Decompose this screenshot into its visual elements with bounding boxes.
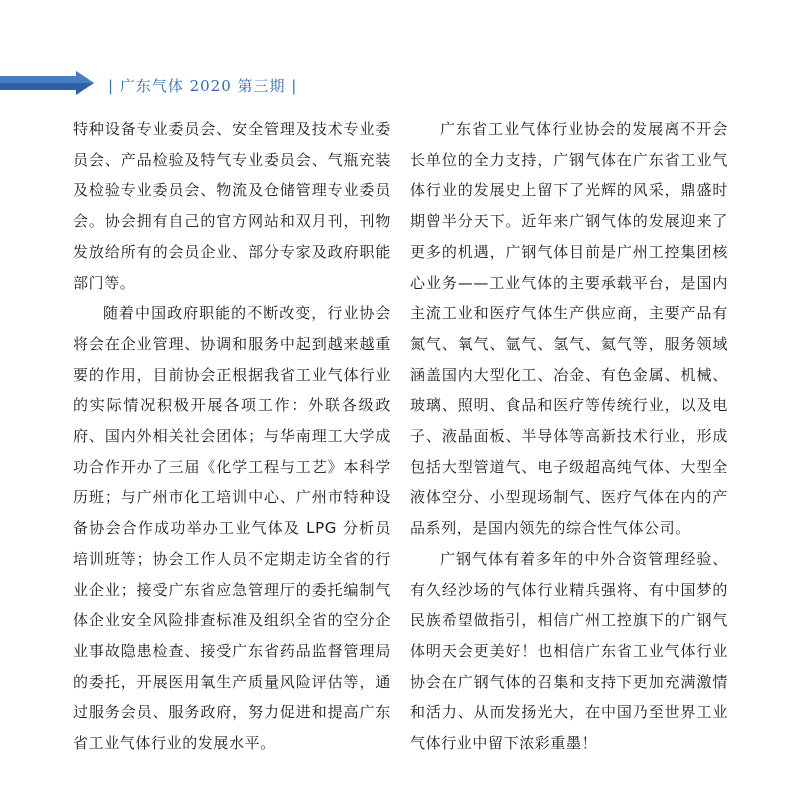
paragraph: 广东省工业气体行业协会的发展离不开会长单位的全力支持，广钢气体在广东省工业气体行业的发展史上留下了光辉的风采，鼎盛时期曾半分天下。近年来广钢气体的发展迎来了更多的机遇，广钢气体目前是广州工控集团核心业务——工业气体的主要承载平台，是国内主流工业和医疗气体生产供应商，主要产品有氮气、氧气、氩气、氢气、氦气等，服务领域涵盖国内大型化工、冶金、有色金属、机械、玻璃、照明、食品和医疗等传统行业，以及电子、液晶面板、半导体等高新技术行业，形成包括大型管道气、电子级超高纯气体、大型全液体空分、小型现场制气、医疗气体在内的产品系列，是国内领先的综合性气体公司。	[410, 120, 728, 538]
paragraph: 广钢气体有着多年的中外合资管理经验、有久经沙场的气体行业精兵强将、有中国梦的民族希望做指引，相信广州工控旗下的广钢气体明天会更美好！也相信广东省工业气体行业协会在广钢气体的召集和支持下更加充满激情和活力、从而发扬光大，在中国乃至世界工业气体行业中留下浓彩重墨！	[410, 549, 728, 753]
paragraph: 特种设备专业委员会、安全管理及技术专业委员会、产品检验及特气专业委员会、气瓶充装及检验专业委员会、物流及仓储管理专业委员会。协会拥有自己的官方网站和双月刊，刊物发放给所有的会员企业、部分专家及政府职能部门等。	[73, 120, 391, 292]
left-column	[73, 114, 391, 759]
paragraph: 随着中国政府职能的不断改变，行业协会将会在企业管理、协调和服务中起到越来越重要的作用，目前协会正根据我省工业气体行业的实际情况积极开展各项工作：外联各级政府、国内外相关社会团体；与华南理工大学成功合作开办了三届《化学工程与工艺》本科学历班；与广州市化工培训中心、广州市特种设备协会合作成功举办工业气体及 LPG 分析员培训班等；协会工作人员不定期走访全省的行业企业；接受广东省应急管理厅的委托编制气体企业安全风险排查标准及组织全省的空分企业事故隐患检查、接受广东省药品监督管理局的委托，开展医用氧生产质量风险评估等，通过服务会员、服务政府，努力促进和提高广东省工业气体行业的发展水平。	[73, 304, 391, 753]
right-column	[410, 114, 728, 759]
arrow-right-icon	[0, 70, 96, 100]
publication-title: | 广东气体 2020 第三期 |	[108, 77, 298, 95]
page-header	[0, 70, 790, 100]
